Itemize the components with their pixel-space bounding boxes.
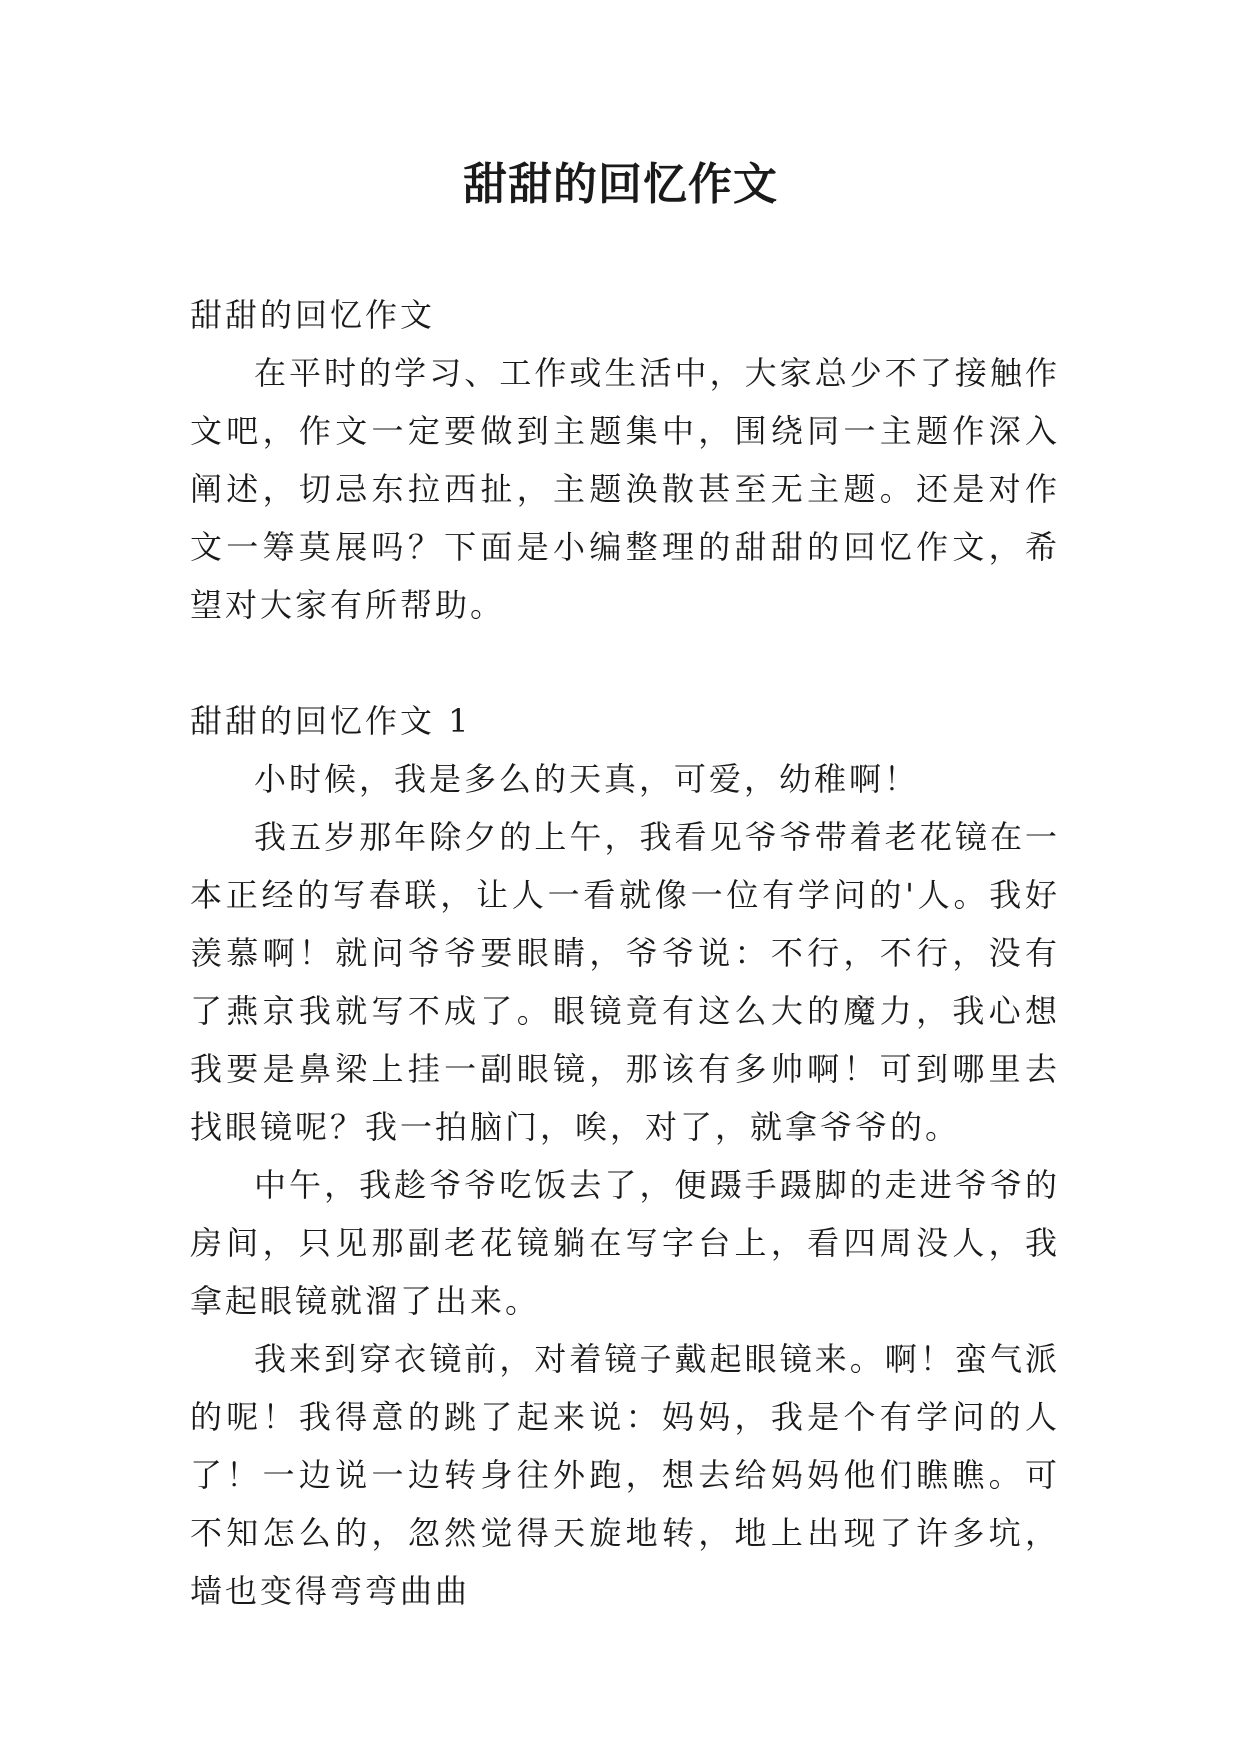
essay-paragraph: 我五岁那年除夕的上午，我看见爷爷带着老花镜在一本正经的写春联，让人一看就像一位有学问的'人。我好羡慕啊！就问爷爷要眼睛，爷爷说：不行，不行，没有了燕京我就写不成了。眼镜竟有这么大的魔力，我心想我要是鼻梁上挂一副眼镜，那该有多帅啊！可到哪里去找眼镜呢？我一拍脑门，唉，对了，就拿爷爷的。 bbox=[190, 818, 1060, 1146]
section-gap bbox=[190, 634, 1060, 692]
essay-paragraph: 中午，我趁爷爷吃饭去了，便蹑手蹑脚的走进爷爷的房间，只见那副老花镜躺在写字台上，看四周没人，我拿起眼镜就溜了出来。 bbox=[190, 1166, 1060, 1320]
intro-heading: 甜甜的回忆作文 bbox=[190, 296, 436, 334]
essay-paragraph: 小时候，我是多么的天真，可爱，幼稚啊！ bbox=[254, 760, 920, 798]
document-title: 甜甜的回忆作文 bbox=[463, 159, 778, 210]
essay-paragraph: 我来到穿衣镜前，对着镜子戴起眼镜来。啊！蛮气派的呢！我得意的跳了起来说：妈妈，我是个有学问的人了！一边说一边转身往外跑，想去给妈妈他们瞧瞧。可不知怎么的，忽然觉得天旋地转，地上出现了许多坑，墙也变得弯弯曲曲 bbox=[190, 1340, 1060, 1610]
document-body bbox=[190, 286, 1060, 1620]
intro-paragraph: 在平时的学习、工作或生活中，大家总少不了接触作文吧，作文一定要做到主题集中，围绕同一主题作深入阐述，切忌东拉西扯，主题涣散甚至无主题。还是对作文一筹莫展吗？下面是小编整理的甜甜的回忆作文，希望对大家有所帮助。 bbox=[190, 354, 1060, 624]
essay-heading: 甜甜的回忆作文 1 bbox=[190, 702, 472, 740]
